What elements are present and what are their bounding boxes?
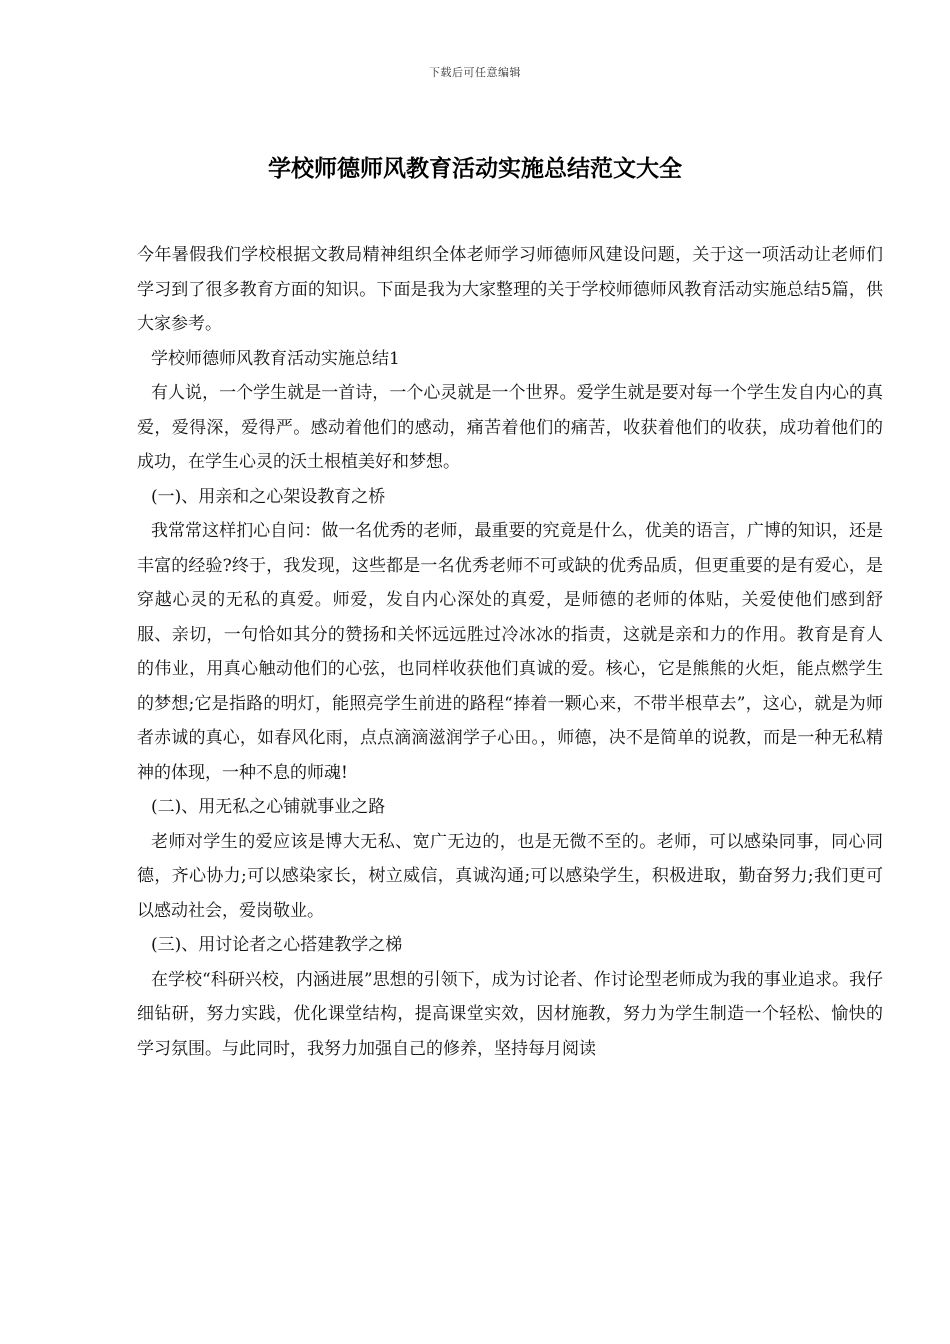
document-title: 学校师德师风教育活动实施总结范文大全 (268, 156, 682, 182)
section-heading: 学校师德师风教育活动实施总结1 (151, 348, 400, 369)
body-paragraph: 有人说，一个学生就是一首诗，一个心灵就是一个世界。爱学生就是要对每一个学生发自内心的真爱，爱得深，爱得严。感动着他们的感动，痛苦着他们的痛苦，收获着他们的收获，成功着他们的成功，在学生心灵的沃土根植美好和梦想。 (137, 383, 883, 472)
document-body (137, 238, 883, 1066)
subsection-heading: (三)、用讨论者之心搭建教学之梯 (151, 935, 403, 955)
body-paragraph: 老师对学生的爱应该是博大无私、宽广无边的，也是无微不至的。老师，可以感染同事，同心同德，齐心协力;可以感染家长，树立威信，真诚沟通;可以感染学生，积极进取，勤奋努力;我们更可以感动社会，爱岗敬业。 (137, 831, 883, 921)
page-header-note: 下载后可任意编辑 (429, 66, 521, 79)
body-paragraph: 在学校“科研兴校，内涵进展”思想的引领下，成为讨论者、作讨论型老师成为我的事业追求。我仔细钻研，努力实践，优化课堂结构，提高课堂实效，因材施教，努力为学生制造一个轻松、愉快的学习氛围。与此同时，我努力加强自己的修养，坚持每月阅读 (137, 969, 883, 1059)
intro-paragraph: 今年暑假我们学校根据文教局精神组织全体老师学习师德师风建设问题，关于这一项活动让老师们学习到了很多教育方面的知识。下面是我为大家整理的关于学校师德师风教育活动实施总结5篇，供大家参考。 (137, 245, 883, 334)
subsection-heading: (二)、用无私之心铺就事业之路 (151, 797, 386, 817)
body-paragraph: 我常常这样扪心自问：做一名优秀的老师，最重要的究竟是什么，优美的语言，广博的知识，还是丰富的经验?终于，我发现，这些都是一名优秀老师不可或缺的优秀品质，但更重要的是有爱心，是穿越心灵的无私的真爱。师爱，发自内心深处的真爱，是师德的老师的体贴，关爱使他们感到舒服、亲切，一句恰如其分的赞扬和关怀远远胜过冷冰冰的指责，这就是亲和力的作用。教育是育人的伟业，用真心触动他们的心弦，也同样收获他们真诚的爱。核心，它是熊熊的火炬，能点燃学生的梦想;它是指路的明灯，能照亮学生前进的路程“捧着一颗心来，不带半根草去”，这心，就是为师者赤诚的真心，如春风化雨，点点滴滴滋润学子心田。，师德，决不是简单的说教，而是一种无私精神的体现，一种不息的师魂! (137, 521, 883, 783)
subsection-heading: (一)、用亲和之心架设教育之桥 (151, 486, 386, 507)
